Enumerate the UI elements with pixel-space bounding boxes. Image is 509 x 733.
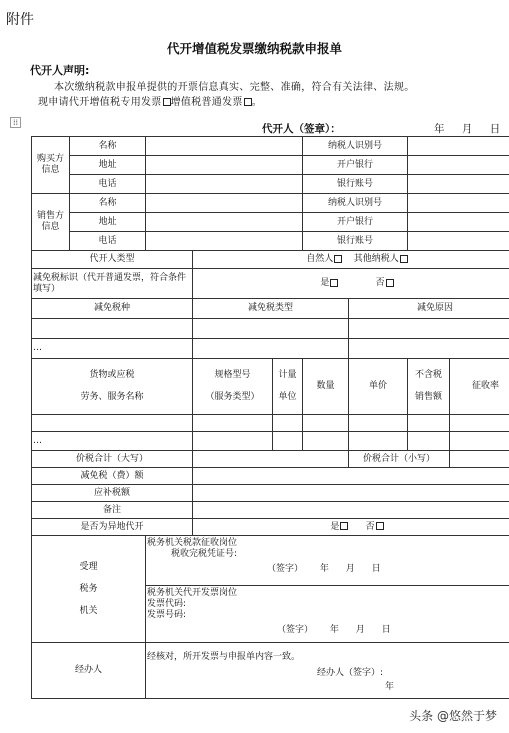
buyer-account-field[interactable] bbox=[408, 175, 509, 194]
form-title: 代开增值税发票缴纳税款申报单 bbox=[166, 41, 342, 56]
natural-person-checkbox[interactable] bbox=[334, 255, 342, 263]
remarks-field[interactable] bbox=[193, 502, 509, 519]
exemption-header-row: 减免税种 减免税类型 减免原因 bbox=[32, 299, 509, 319]
goods-ellipsis-row: … bbox=[32, 432, 509, 451]
offsite-row: 是否为异地代开 是 否 bbox=[32, 519, 509, 536]
normal-invoice-checkbox[interactable] bbox=[244, 98, 252, 106]
offsite-yes-checkbox[interactable] bbox=[340, 522, 348, 530]
declaration-form-table bbox=[31, 136, 509, 699]
agent-type-row: 代开人类型 自然人 其他纳税人 bbox=[32, 251, 509, 269]
review-invoice-row: 税务机关代开发票岗位 发票代码: 发票号码: （签字） 年 月 日 bbox=[32, 586, 509, 643]
exemption-ellipsis-row: … bbox=[32, 339, 509, 359]
seller-row-name: 销售方信息 名称 纳税人识别号 bbox=[32, 194, 509, 213]
buyer-bank-field[interactable] bbox=[408, 156, 509, 175]
exemption-no-checkbox[interactable] bbox=[386, 279, 394, 287]
buyer-row-address: 地址 开户银行 bbox=[32, 156, 509, 175]
seller-row-address: 地址 开户银行 bbox=[32, 213, 509, 232]
goods-blank-row bbox=[32, 415, 509, 432]
buyer-name-field[interactable] bbox=[146, 137, 303, 156]
buyer-row-phone: 电话 银行账号 bbox=[32, 175, 509, 194]
exempt-tax-row: 减免税（费）额 bbox=[32, 468, 509, 485]
buyer-row-name: 购买方信息 名称 纳税人识别号 bbox=[32, 137, 509, 156]
total-uppercase-field[interactable] bbox=[193, 451, 349, 468]
buyer-address-field[interactable] bbox=[146, 156, 303, 175]
buyer-group-label: 购买方信息 bbox=[32, 137, 70, 194]
exemption-blank-row bbox=[32, 319, 509, 339]
seller-name-field[interactable] bbox=[146, 194, 303, 213]
buyer-tax-id-field[interactable] bbox=[408, 137, 509, 156]
seller-group-label: 销售方信息 bbox=[32, 194, 70, 251]
offsite-no-checkbox[interactable] bbox=[376, 522, 384, 530]
exemption-flag-row: 减免税标识（代开普通发票，符合条件填写） 是 否 bbox=[32, 269, 509, 299]
seller-address-field[interactable] bbox=[146, 213, 303, 232]
total-row: 价税合计（大写） 价税合计（小写） bbox=[32, 451, 509, 468]
seller-tax-id-field[interactable] bbox=[408, 194, 509, 213]
declaration-line-1: 本次缴纳税款申报单提供的开票信息真实、完整、准确，符合有关法律、法规。 bbox=[54, 82, 415, 93]
declaration-line-2: 现申请代开增值税专用发票 增值税普通发票 。 bbox=[38, 97, 263, 108]
seller-row-phone: 电话 银行账号 bbox=[32, 232, 509, 251]
seller-account-field[interactable] bbox=[408, 232, 509, 251]
agent-signature-label: 代开人（签章）： bbox=[262, 123, 341, 135]
supplement-tax-field[interactable] bbox=[193, 485, 509, 502]
buyer-phone-field[interactable] bbox=[146, 175, 303, 194]
table-move-handle-icon[interactable]: ⁞⁞ bbox=[10, 117, 21, 128]
review-collection-row: 受理 税务 机关 税务机关税款征收岗位 税收完税凭证号: （签字） 年 月 日 bbox=[32, 536, 509, 586]
exempt-tax-field[interactable] bbox=[193, 468, 509, 485]
seller-bank-field[interactable] bbox=[408, 213, 509, 232]
total-lowercase-field[interactable] bbox=[450, 451, 509, 468]
remarks-row: 备注 bbox=[32, 502, 509, 519]
exemption-yes-checkbox[interactable] bbox=[330, 279, 338, 287]
handler-row: 经办人 经核对，所开发票与申报单内容一致。 经办人（签字）: 年 bbox=[32, 643, 509, 699]
review-group-label: 受理 税务 机关 bbox=[32, 536, 146, 643]
supplement-tax-row: 应补税额 bbox=[32, 485, 509, 502]
goods-header-row: 货物或应税 劳务、服务名称 规格型号 （服务类型） 计量 单位 数量 单价 不含税 销售额 征收率 bbox=[32, 359, 509, 415]
other-taxpayer-checkbox[interactable] bbox=[400, 255, 408, 263]
special-invoice-checkbox[interactable] bbox=[163, 98, 171, 106]
declaration-heading: 代开人声明: bbox=[30, 64, 90, 77]
seller-phone-field[interactable] bbox=[146, 232, 303, 251]
attachment-label: 附件 bbox=[6, 12, 34, 28]
agent-signature-date: 年 月 日 bbox=[434, 123, 501, 135]
watermark-text: 头条 @悠然于梦 bbox=[409, 709, 497, 723]
